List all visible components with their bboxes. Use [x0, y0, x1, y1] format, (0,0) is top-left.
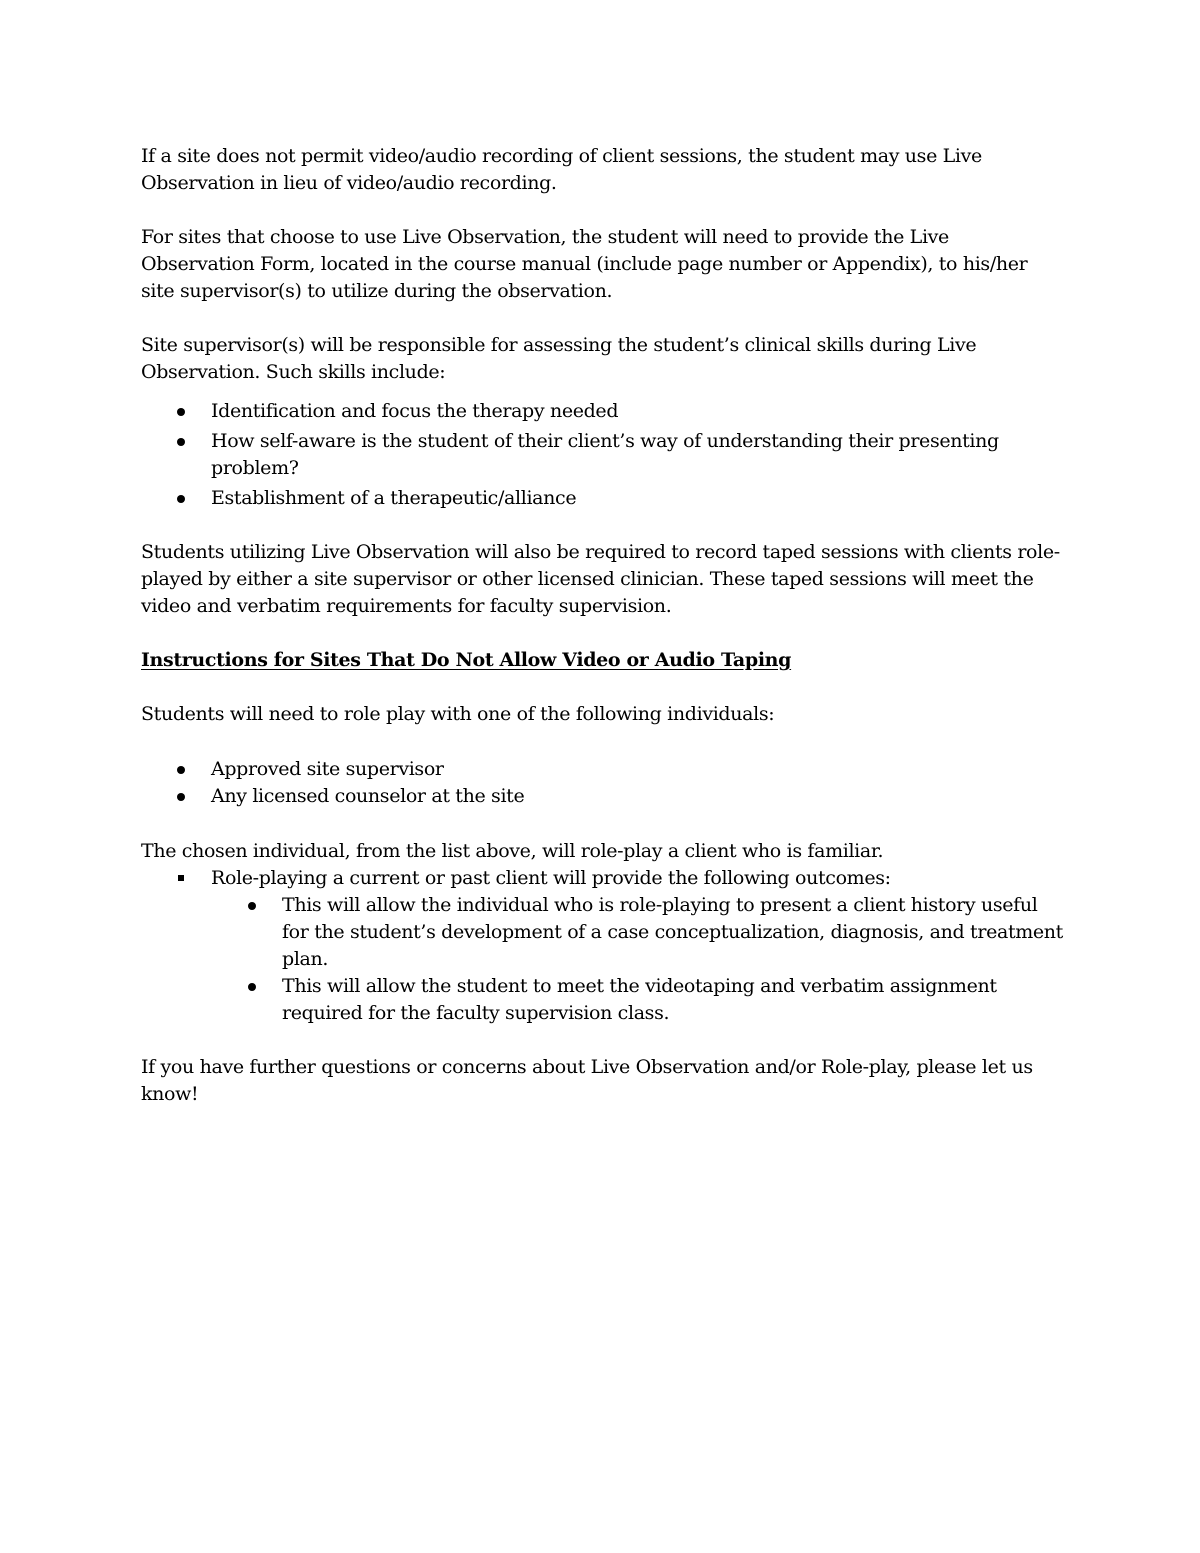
bullet-icon: [177, 793, 185, 801]
list-item-text: Approved site supervisor: [211, 758, 444, 780]
bullet-icon: [177, 766, 185, 774]
list-item-text: Role-playing a current or past client will provide the following outcomes:: [211, 867, 891, 889]
list-item: [211, 892, 1066, 973]
list-item: [141, 865, 1066, 892]
outcome-intro-list: [141, 865, 1066, 892]
list-item-text: How self-aware is the student of their client’s way of understanding their presenting problem?: [211, 430, 999, 479]
list-item: [141, 783, 1066, 810]
bullet-icon: [177, 495, 185, 503]
list-item-text: Any licensed counselor at the site: [211, 785, 525, 807]
paragraph-recording-policy: If a site does not permit video/audio recording of client sessions, the student may use Live Observation in lieu of video/audio recording.: [141, 145, 982, 194]
bullet-icon: [177, 408, 185, 416]
bullet-icon: [248, 902, 256, 910]
list-item: [141, 398, 1066, 425]
list-item-text: Establishment of a therapeutic/alliance: [211, 487, 577, 509]
list-item: [141, 428, 1066, 482]
bullet-icon: [177, 438, 185, 446]
list-item-text: This will allow the student to meet the videotaping and verbatim assignment required for the faculty supervision class.: [282, 975, 997, 1024]
list-item-text: Identification and focus the therapy needed: [211, 400, 619, 422]
skills-list: [141, 398, 1066, 512]
document-body: [141, 143, 1066, 1108]
paragraph-supervisor-responsibility: Site supervisor(s) will be responsible for assessing the student’s clinical skills during Live Observation. Such skills include:: [141, 334, 977, 383]
paragraph-live-observation-form: For sites that choose to use Live Observation, the student will need to provide the Live Observation Form, located in the course manual (include page number or Appendix), to his/her site supervisor(s) to utilize during the observation.: [141, 226, 1028, 302]
paragraph-taped-sessions: Students utilizing Live Observation will also be required to record taped sessions with clients role-played by either a site supervisor or other licensed clinician. These taped sessions will meet the video and verbatim requirements for faculty supervision.: [141, 541, 1060, 617]
list-item: [141, 756, 1066, 783]
list-item: [211, 973, 1066, 1027]
individuals-list: [141, 756, 1066, 810]
section-heading: Instructions for Sites That Do Not Allow Video or Audio Taping: [141, 649, 792, 671]
bullet-icon: [248, 983, 256, 991]
paragraph-chosen-individual: The chosen individual, from the list above, will role-play a client who is familiar.: [141, 840, 884, 862]
paragraph-role-play-intro: Students will need to role play with one of the following individuals:: [141, 703, 775, 725]
list-item-text: This will allow the individual who is role-playing to present a client history useful for the student’s development of a case conceptualization, diagnosis, and treatment plan.: [282, 894, 1063, 970]
paragraph-closing: If you have further questions or concerns about Live Observation and/or Role-play, please let us know!: [141, 1056, 1033, 1105]
list-item: [141, 485, 1066, 512]
outcomes-list: [211, 892, 1066, 1027]
square-bullet-icon: [178, 875, 184, 881]
